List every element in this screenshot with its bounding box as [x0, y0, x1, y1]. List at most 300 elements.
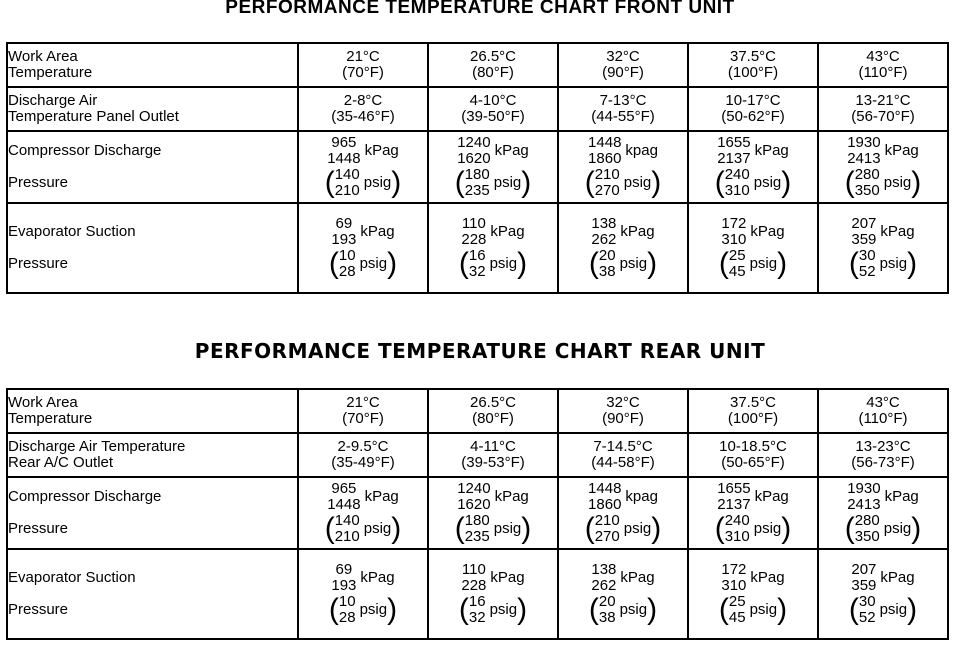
open-paren: (: [584, 166, 595, 199]
kpag-low: 1240: [457, 134, 491, 151]
temp-fahrenheit: (70°F): [342, 64, 384, 81]
kpag-low: 965: [331, 480, 357, 497]
psig-values: [689, 513, 817, 545]
temp-celsius: 37.5°C: [729, 394, 777, 411]
close-paren: ): [647, 247, 658, 280]
discharge-fahrenheit: (56-70°F): [851, 108, 915, 125]
work-area-temperature-row: [7, 389, 948, 433]
psig-low: 30: [858, 247, 876, 264]
label-line: Evaporator Suction: [8, 569, 136, 586]
kpag-high: 193: [331, 577, 357, 594]
kpag-unit: kPag: [750, 223, 785, 240]
kpag-range: [717, 481, 750, 513]
temp-fahrenheit: (110°F): [858, 64, 908, 81]
kpag-unit: kPag: [360, 569, 395, 586]
kpag-high: 262: [591, 577, 617, 594]
label-line: Compressor Discharge: [8, 488, 162, 505]
kpag-unit: kPag: [364, 142, 399, 159]
psig-low: 140: [334, 512, 360, 529]
close-paren: ): [781, 166, 792, 199]
psig-range: [465, 513, 490, 545]
kpag-high: 359: [851, 231, 877, 248]
kpag-high: 2413: [847, 150, 881, 167]
psig-unit: psig: [623, 174, 652, 191]
psig-low: 180: [464, 166, 490, 183]
psig-low: 10: [338, 593, 356, 610]
kpag-values: [429, 562, 557, 594]
psig-low: 280: [854, 512, 880, 529]
label-line: Work Area: [8, 394, 78, 411]
kpag-values: [689, 562, 817, 594]
kpag-unit: kpag: [625, 488, 658, 505]
psig-range: [599, 594, 616, 626]
close-paren: ): [517, 593, 528, 626]
psig-high: 310: [724, 528, 750, 545]
discharge-air-row: [7, 433, 948, 477]
psig-range: [335, 167, 360, 199]
kpag-low: 1930: [847, 134, 881, 151]
kpag-values: [559, 562, 687, 594]
psig-low: 25: [728, 247, 746, 264]
rear-table-body: [7, 389, 948, 639]
open-paren: (: [458, 593, 469, 626]
psig-high: 270: [594, 182, 620, 199]
close-paren: ): [907, 593, 918, 626]
kpag-low: 965: [331, 134, 357, 151]
psig-unit: psig: [879, 601, 908, 618]
discharge-celsius: 13-23°C: [855, 438, 911, 455]
work-area-label: [7, 389, 298, 433]
kpag-low: 1930: [847, 480, 881, 497]
kpag-unit: kPag: [750, 569, 785, 586]
evaporator-label: [7, 549, 298, 639]
kpag-low: 69: [335, 561, 353, 578]
kpag-high: 1620: [457, 150, 491, 167]
psig-high: 350: [854, 528, 880, 545]
kpag-low: 69: [335, 215, 353, 232]
close-paren: ): [521, 166, 532, 199]
close-paren: ): [907, 247, 918, 280]
evaporator-pressure-cell: [688, 203, 818, 293]
discharge-air-cell: [298, 433, 428, 477]
kpag-range: [457, 135, 490, 167]
psig-range: [729, 594, 746, 626]
work-area-temp-cell: [688, 43, 818, 87]
kpag-high: 228: [461, 231, 487, 248]
kpag-values: [429, 481, 557, 513]
temp-fahrenheit: (110°F): [858, 410, 908, 427]
evaporator-pressure-cell: [298, 203, 428, 293]
kpag-high: 1448: [327, 496, 361, 513]
psig-unit: psig: [489, 255, 518, 272]
psig-unit: psig: [619, 255, 648, 272]
psig-unit: psig: [363, 174, 392, 191]
psig-low: 20: [598, 593, 616, 610]
kpag-high: 359: [851, 577, 877, 594]
temp-celsius: 43°C: [866, 394, 900, 411]
compressor-pressure-cell: [558, 477, 688, 549]
front-table-body: [7, 43, 948, 293]
kpag-low: 207: [851, 561, 877, 578]
kpag-values: [559, 481, 687, 513]
open-paren: (: [718, 593, 729, 626]
kpag-unit: kPag: [620, 569, 655, 586]
kpag-unit: kPag: [490, 569, 525, 586]
compressor-pressure-cell: [818, 477, 948, 549]
work-area-temp-cell: [298, 389, 428, 433]
label-line: Evaporator Suction: [8, 223, 136, 240]
psig-range: [595, 167, 620, 199]
evaporator-pressure-row: [7, 203, 948, 293]
kpag-low: 172: [721, 561, 747, 578]
psig-unit: psig: [359, 255, 388, 272]
psig-high: 32: [468, 609, 486, 626]
work-area-label: [7, 43, 298, 87]
kpag-unit: kPag: [490, 223, 525, 240]
label-line: Rear A/C Outlet: [8, 454, 114, 471]
psig-values: [559, 513, 687, 545]
psig-high: 52: [858, 263, 876, 280]
kpag-range: [331, 216, 356, 248]
close-paren: ): [387, 593, 398, 626]
temp-celsius: 26.5°C: [469, 48, 517, 65]
kpag-values: [689, 481, 817, 513]
discharge-celsius: 10-18.5°C: [719, 438, 787, 455]
discharge-air-cell: [428, 433, 558, 477]
psig-low: 240: [724, 166, 750, 183]
kpag-high: 1860: [588, 496, 622, 513]
close-paren: ): [651, 166, 662, 199]
temp-fahrenheit: (90°F): [602, 410, 644, 427]
discharge-air-cell: [818, 433, 948, 477]
compressor-pressure-cell: [688, 477, 818, 549]
kpag-low: 1655: [717, 480, 751, 497]
open-paren: (: [714, 166, 725, 199]
kpag-low: 172: [721, 215, 747, 232]
evaporator-pressure-cell: [688, 549, 818, 639]
open-paren: (: [454, 512, 465, 545]
discharge-air-cell: [298, 87, 428, 131]
kpag-values: [559, 135, 687, 167]
front-unit-table: [6, 42, 949, 294]
psig-low: 280: [854, 166, 880, 183]
label-line: Discharge Air Temperature: [8, 438, 186, 455]
compressor-pressure-cell: [298, 131, 428, 203]
psig-values: [819, 248, 947, 280]
kpag-range: [847, 135, 880, 167]
close-paren: ): [647, 593, 658, 626]
discharge-fahrenheit: (50-62°F): [721, 108, 785, 125]
psig-values: [559, 248, 687, 280]
kpag-low: 1240: [457, 480, 491, 497]
kpag-low: 110: [461, 215, 486, 232]
temp-celsius: 37.5°C: [729, 48, 777, 65]
discharge-air-label: [7, 433, 298, 477]
close-paren: ): [777, 593, 788, 626]
psig-values: [559, 167, 687, 199]
discharge-air-cell: [428, 87, 558, 131]
psig-unit: psig: [879, 255, 908, 272]
discharge-celsius: 2-9.5°C: [337, 438, 389, 455]
kpag-range: [851, 562, 876, 594]
kpag-range: [588, 481, 621, 513]
open-paren: (: [848, 247, 859, 280]
temp-celsius: 32°C: [606, 394, 640, 411]
kpag-high: 262: [591, 231, 617, 248]
psig-high: 210: [334, 528, 360, 545]
psig-high: 32: [468, 263, 486, 280]
label-line: Discharge Air: [8, 92, 98, 109]
psig-values: [429, 513, 557, 545]
label-line: Temperature Panel Outlet: [8, 108, 179, 125]
psig-high: 28: [338, 609, 356, 626]
compressor-pressure-cell: [428, 131, 558, 203]
psig-high: 350: [854, 182, 880, 199]
temp-fahrenheit: (70°F): [342, 410, 384, 427]
psig-unit: psig: [753, 520, 782, 537]
evaporator-pressure-cell: [818, 203, 948, 293]
kpag-values: [559, 216, 687, 248]
psig-range: [855, 167, 880, 199]
kpag-values: [689, 216, 817, 248]
psig-values: [819, 513, 947, 545]
psig-high: 38: [598, 609, 616, 626]
evaporator-pressure-cell: [298, 549, 428, 639]
evaporator-pressure-cell: [558, 203, 688, 293]
kpag-range: [851, 216, 876, 248]
psig-range: [859, 248, 876, 280]
kpag-values: [819, 481, 947, 513]
kpag-range: [591, 216, 616, 248]
psig-values: [429, 167, 557, 199]
discharge-air-cell: [818, 87, 948, 131]
compressor-pressure-cell: [818, 131, 948, 203]
temp-celsius: 21°C: [346, 394, 380, 411]
kpag-values: [299, 216, 427, 248]
discharge-celsius: 7-13°C: [599, 92, 647, 109]
psig-high: 210: [334, 182, 360, 199]
close-paren: ): [911, 512, 922, 545]
psig-unit: psig: [619, 601, 648, 618]
kpag-range: [591, 562, 616, 594]
discharge-fahrenheit: (39-53°F): [461, 454, 525, 471]
kpag-range: [461, 216, 486, 248]
kpag-values: [819, 135, 947, 167]
psig-high: 28: [338, 263, 356, 280]
kpag-unit: kPag: [884, 488, 919, 505]
kpag-range: [717, 135, 750, 167]
psig-range: [859, 594, 876, 626]
kpag-unit: kPag: [360, 223, 395, 240]
label-line: Pressure: [8, 601, 69, 618]
temp-fahrenheit: (90°F): [602, 64, 644, 81]
psig-unit: psig: [363, 520, 392, 537]
discharge-fahrenheit: (35-49°F): [331, 454, 395, 471]
kpag-range: [461, 562, 486, 594]
kpag-range: [331, 562, 356, 594]
kpag-high: 1448: [327, 150, 361, 167]
kpag-high: 193: [331, 231, 357, 248]
psig-high: 310: [724, 182, 750, 199]
psig-range: [725, 167, 750, 199]
kpag-low: 138: [591, 215, 617, 232]
psig-values: [689, 248, 817, 280]
kpag-values: [689, 135, 817, 167]
kpag-values: [819, 216, 947, 248]
kpag-values: [299, 135, 427, 167]
psig-values: [819, 594, 947, 626]
close-paren: ): [777, 247, 788, 280]
kpag-low: 138: [591, 561, 617, 578]
open-paren: (: [328, 593, 339, 626]
kpag-low: 1448: [588, 134, 622, 151]
kpag-range: [457, 481, 490, 513]
kpag-unit: kPag: [620, 223, 655, 240]
discharge-fahrenheit: (35-46°F): [331, 108, 395, 125]
psig-unit: psig: [493, 520, 522, 537]
open-paren: (: [588, 593, 599, 626]
discharge-air-label: [7, 87, 298, 131]
kpag-unit: kPag: [884, 142, 919, 159]
psig-high: 52: [858, 609, 876, 626]
label-line: Temperature: [8, 64, 93, 81]
psig-range: [725, 513, 750, 545]
psig-low: 20: [598, 247, 616, 264]
kpag-unit: kpag: [625, 142, 658, 159]
psig-range: [465, 167, 490, 199]
open-paren: (: [584, 512, 595, 545]
compressor-label: [7, 131, 298, 203]
psig-range: [339, 248, 356, 280]
psig-unit: psig: [753, 174, 782, 191]
psig-values: [299, 167, 427, 199]
work-area-temp-cell: [688, 389, 818, 433]
temp-celsius: 26.5°C: [469, 394, 517, 411]
kpag-unit: kPag: [880, 223, 915, 240]
work-area-temp-cell: [818, 43, 948, 87]
label-line: Pressure: [8, 255, 69, 272]
open-paren: (: [714, 512, 725, 545]
discharge-fahrenheit: (44-55°F): [591, 108, 655, 125]
close-paren: ): [781, 512, 792, 545]
kpag-unit: kPag: [494, 142, 529, 159]
psig-values: [819, 167, 947, 199]
discharge-celsius: 4-11°C: [470, 438, 516, 455]
evaporator-label: [7, 203, 298, 293]
psig-high: 270: [594, 528, 620, 545]
psig-range: [469, 248, 486, 280]
psig-low: 16: [468, 247, 486, 264]
psig-values: [689, 594, 817, 626]
close-paren: ): [911, 166, 922, 199]
psig-low: 180: [464, 512, 490, 529]
work-area-temperature-row: [7, 43, 948, 87]
temp-celsius: 32°C: [606, 48, 640, 65]
discharge-fahrenheit: (56-73°F): [851, 454, 915, 471]
open-paren: (: [718, 247, 729, 280]
psig-low: 30: [858, 593, 876, 610]
psig-values: [299, 594, 427, 626]
psig-range: [729, 248, 746, 280]
evaporator-pressure-cell: [428, 549, 558, 639]
label-line: Pressure: [8, 520, 69, 537]
kpag-high: 1620: [457, 496, 491, 513]
kpag-unit: kPag: [880, 569, 915, 586]
compressor-pressure-row: [7, 477, 948, 549]
close-paren: ): [391, 166, 402, 199]
evaporator-pressure-cell: [818, 549, 948, 639]
kpag-high: 1860: [588, 150, 622, 167]
kpag-low: 207: [851, 215, 877, 232]
kpag-high: 2137: [717, 496, 751, 513]
kpag-high: 228: [461, 577, 487, 594]
compressor-pressure-cell: [558, 131, 688, 203]
temp-fahrenheit: (80°F): [472, 64, 514, 81]
kpag-low: 110: [461, 561, 486, 578]
discharge-celsius: 13-21°C: [855, 92, 911, 109]
front-chart-title: PERFORMANCE TEMPERATURE CHART FRONT UNIT: [225, 0, 735, 18]
psig-values: [299, 513, 427, 545]
temp-fahrenheit: (80°F): [472, 410, 514, 427]
psig-unit: psig: [359, 601, 388, 618]
temp-fahrenheit: (100°F): [727, 64, 779, 81]
discharge-celsius: 2-8°C: [343, 92, 383, 109]
work-area-temp-cell: [298, 43, 428, 87]
work-area-temp-cell: [428, 43, 558, 87]
psig-high: 38: [598, 263, 616, 280]
psig-low: 10: [338, 247, 356, 264]
open-paren: (: [328, 247, 339, 280]
kpag-range: [847, 481, 880, 513]
kpag-values: [299, 562, 427, 594]
temp-celsius: 43°C: [866, 48, 900, 65]
label-line: Compressor Discharge: [8, 142, 162, 159]
compressor-pressure-cell: [298, 477, 428, 549]
kpag-range: [721, 562, 746, 594]
close-paren: ): [387, 247, 398, 280]
discharge-celsius: 7-14.5°C: [593, 438, 653, 455]
discharge-celsius: 10-17°C: [725, 92, 781, 109]
psig-low: 25: [728, 593, 746, 610]
close-paren: ): [517, 247, 528, 280]
psig-low: 16: [468, 593, 486, 610]
psig-unit: psig: [493, 174, 522, 191]
compressor-label: [7, 477, 298, 549]
psig-values: [429, 248, 557, 280]
work-area-temp-cell: [558, 389, 688, 433]
close-paren: ): [651, 512, 662, 545]
psig-range: [469, 594, 486, 626]
kpag-high: 310: [721, 577, 747, 594]
label-line: Temperature: [8, 410, 93, 427]
work-area-temp-cell: [558, 43, 688, 87]
kpag-unit: kPag: [754, 488, 789, 505]
kpag-high: 2413: [847, 496, 881, 513]
kpag-low: 1448: [588, 480, 622, 497]
psig-high: 235: [464, 528, 490, 545]
discharge-fahrenheit: (39-50°F): [461, 108, 525, 125]
psig-range: [599, 248, 616, 280]
discharge-fahrenheit: (50-65°F): [721, 454, 785, 471]
open-paren: (: [454, 166, 465, 199]
kpag-range: [588, 135, 621, 167]
discharge-air-cell: [558, 433, 688, 477]
kpag-unit: kPag: [754, 142, 789, 159]
work-area-temp-cell: [428, 389, 558, 433]
open-paren: (: [848, 593, 859, 626]
kpag-values: [299, 481, 427, 513]
kpag-range: [721, 216, 746, 248]
